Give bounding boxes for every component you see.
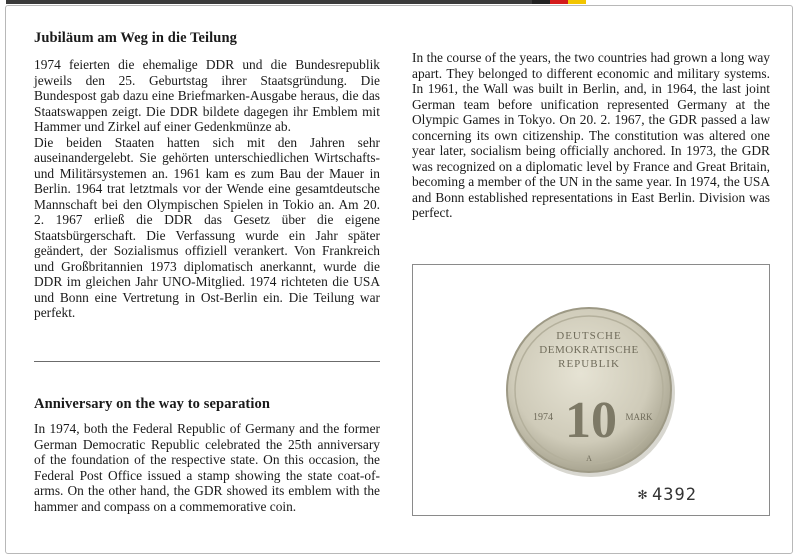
german-paragraph-1: 1974 feierten die ehemalige DDR und die Bundesrepublik jeweils den 25. Geburtstag ihrer Staatsgründung. Die Bundespost gab dazu eine Briefmarken-Ausgabe heraus, die das Staatswappen zeigt. Die DDR bildete dagegen ihr Emblem mit Hammer und Zirkel auf einer Gedenkmünze ab. [34, 57, 380, 134]
coin-year: 1974 [533, 412, 553, 423]
coin-image [413, 265, 769, 515]
asterisk-icon: ✻ [638, 485, 649, 503]
coin-mint-mark: A [586, 454, 592, 463]
english-paragraph-1: In 1974, both the Federal Republic of Germany and the former German Democratic Republic celebrated the 25th anniversary of the foundation of the respective state. On this occasion, the Federal Post Office issued a stamp showing the state coat-of-arms. On the other hand, the GDR showed its emblem with the hammer and compass on a commemorative coin. [34, 421, 380, 514]
coin-text-line3: REPUBLIK [558, 358, 620, 370]
german-paragraph-2: Die beiden Staaten hatten sich mit den Jahren sehr auseinandergelebt. Sie gehörten unterschiedlichen Wirtschafts- und Militärsystemen an. 1961 kam es zum Bau der Mauer in Berlin. 1964 trat letztmals vor der Wende eine gesamtdeutsche Mannschaft bei den Olympischen Spielen in Tokio an. Am 20. 2. 1967 erließ die DDR das Gesetz über die eigene Staatsbürgerschaft. Die Verfassung wurde ein Jahr später geändert, der Sozialismus offiziell verankert. Von Frankreich und Großbritannien 1973 diplomatisch anerkannt, wurde die DDR im gleichen Jahr UNO-Mitglied. 1974 richteten die USA und Bonn eine Vertretung in Ost-Berlin ein. Die Teilung war perfekt. [34, 134, 380, 320]
flag-stripe-black [532, 0, 550, 4]
serial-number-value: 4392 [652, 485, 697, 505]
english-continued-block [412, 50, 770, 221]
coin-text-line1: DEUTSCHE [556, 330, 622, 342]
section-divider [34, 361, 380, 362]
coin-panel [412, 264, 770, 516]
english-paragraph-2: In the course of the years, the two countries had grown a long way apart. They belonged to different economic and military systems. In 1961, the Wall was built in Berlin, and, in 1964, the last joint German team before unification represented Germany at the Olympic Games in Tokyo. On 20. 2. 1967, the GDR passed a law concerning its own citizenship. The constitution was altered one year later, socialism being officially anchored. In 1973, the GDR was recognized on a diplomatic level by France and Great Britain, becoming a member of the UN in the same year. In 1974, the USA and Bonn established representations in East Berlin. Division was perfect. [412, 50, 770, 220]
flag-stripe-gold [568, 0, 586, 4]
german-text-block [34, 30, 380, 321]
coin-value: 10 [565, 392, 617, 449]
serial-number [638, 485, 697, 505]
coin-text-line2: DEMOKRATISCHE [539, 344, 639, 356]
english-heading: Anniversary on the way to separation [34, 396, 270, 412]
flag-stripe-red [550, 0, 568, 4]
english-text-block [34, 396, 380, 514]
top-edge-bar [6, 0, 566, 4]
german-heading: Jubiläum am Weg in die Teilung [34, 30, 237, 46]
coin-unit: MARK [625, 412, 653, 422]
